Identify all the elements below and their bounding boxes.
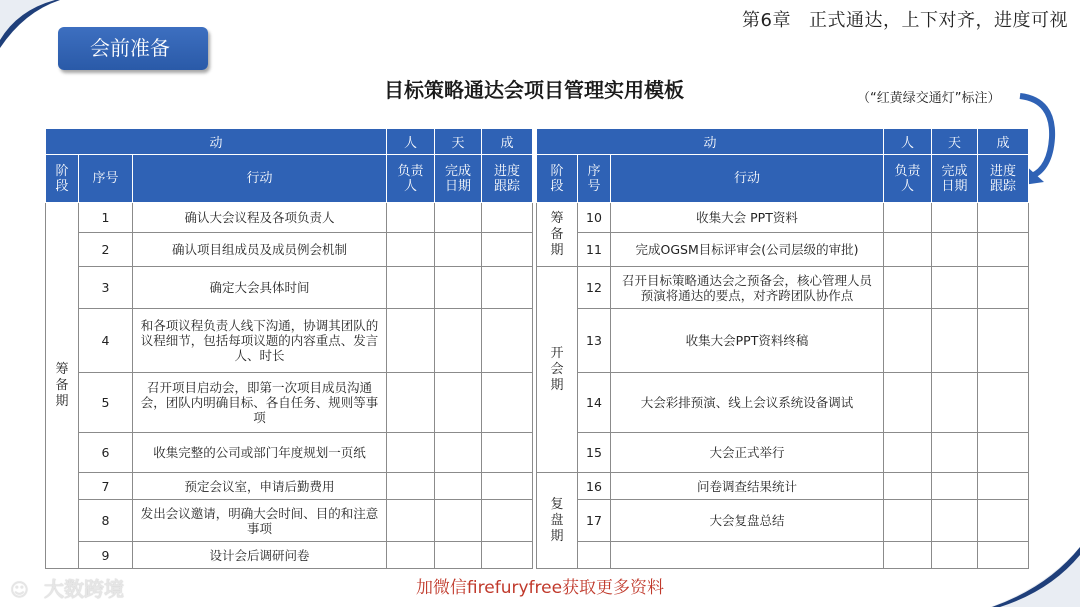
col-header-due: 完成日期 bbox=[435, 155, 482, 203]
col-header-stage: 阶段 bbox=[537, 155, 578, 203]
chapter-title: 正式通达，上下对齐，进度可视 bbox=[809, 10, 1068, 31]
row-action: 确认大会议程及各项负责人 bbox=[133, 203, 387, 233]
due-cell[interactable] bbox=[435, 373, 482, 433]
row-action: 收集完整的公司或部门年度规划一页纸 bbox=[133, 433, 387, 473]
owner-cell[interactable] bbox=[884, 542, 932, 569]
row-seq: 14 bbox=[578, 373, 611, 433]
track-cell[interactable] bbox=[482, 309, 533, 373]
chapter-number: 第6章 bbox=[742, 10, 791, 31]
row-action: 收集大会PPT资料终稿 bbox=[611, 309, 884, 373]
table-row bbox=[46, 473, 1029, 500]
col-header-action: 行动 bbox=[611, 155, 884, 203]
due-cell[interactable] bbox=[932, 542, 978, 569]
row-action: 确定大会具体时间 bbox=[133, 267, 387, 309]
track-cell[interactable] bbox=[978, 473, 1029, 500]
row-seq: 4 bbox=[79, 309, 133, 373]
due-cell[interactable] bbox=[435, 433, 482, 473]
owner-cell[interactable] bbox=[387, 267, 435, 309]
owner-cell[interactable] bbox=[884, 473, 932, 500]
col-header-seq: 序号 bbox=[578, 155, 611, 203]
stage-cell-right-meeting: 开会期 bbox=[537, 267, 578, 473]
track-cell[interactable] bbox=[482, 500, 533, 542]
row-action: 完成OGSM目标评审会(公司层级的审批) bbox=[611, 233, 884, 267]
row-seq: 9 bbox=[79, 542, 133, 569]
owner-cell[interactable] bbox=[387, 309, 435, 373]
due-cell[interactable] bbox=[435, 233, 482, 267]
owner-cell[interactable] bbox=[387, 500, 435, 542]
track-cell[interactable] bbox=[978, 500, 1029, 542]
row-seq: 7 bbox=[79, 473, 133, 500]
due-cell[interactable] bbox=[932, 233, 978, 267]
stage-cell-right-prep: 筹备期 bbox=[537, 203, 578, 267]
group-header-person-right: 人 bbox=[884, 129, 932, 155]
row-action: 设计会后调研问卷 bbox=[133, 542, 387, 569]
row-action: 大会彩排预演、线上会议系统设备调试 bbox=[611, 373, 884, 433]
row-seq: 17 bbox=[578, 500, 611, 542]
due-cell[interactable] bbox=[932, 267, 978, 309]
group-header-done-left: 成 bbox=[482, 129, 533, 155]
track-cell[interactable] bbox=[482, 542, 533, 569]
group-header-action-left: 动 bbox=[46, 129, 387, 155]
track-cell[interactable] bbox=[482, 373, 533, 433]
row-seq: 12 bbox=[578, 267, 611, 309]
track-cell[interactable] bbox=[978, 373, 1029, 433]
section-tag: 会前准备 bbox=[58, 27, 208, 70]
row-action: 和各项议程负责人线下沟通，协调其团队的议程细节，包括每项议题的内容重点、发言人、时长 bbox=[133, 309, 387, 373]
track-cell[interactable] bbox=[482, 473, 533, 500]
row-seq: 16 bbox=[578, 473, 611, 500]
track-cell[interactable] bbox=[978, 233, 1029, 267]
col-header-track: 进度跟踪 bbox=[482, 155, 533, 203]
row-action: 召开目标策略通达会之预备会，核心管理人员预演将通达的要点，对齐跨团队协作点 bbox=[611, 267, 884, 309]
owner-cell[interactable] bbox=[387, 433, 435, 473]
legend-note: （“红黄绿交通灯”标注） bbox=[857, 91, 1001, 106]
stage-cell-right-review: 复盘期 bbox=[537, 473, 578, 569]
track-cell[interactable] bbox=[978, 267, 1029, 309]
page-title: 目标策略通达会项目管理实用模板 bbox=[384, 78, 684, 102]
row-action: 预定会议室，申请后勤费用 bbox=[133, 473, 387, 500]
group-header-done-right: 成 bbox=[978, 129, 1029, 155]
row-action: 问卷调查结果统计 bbox=[611, 473, 884, 500]
row-action: 大会复盘总结 bbox=[611, 500, 884, 542]
due-cell[interactable] bbox=[435, 500, 482, 542]
row-action: 大会正式举行 bbox=[611, 433, 884, 473]
corner-decoration bbox=[0, 0, 60, 50]
group-header-day-right: 天 bbox=[932, 129, 978, 155]
stage-cell-left-prep: 筹备期 bbox=[46, 203, 79, 569]
chapter-heading bbox=[742, 6, 1068, 32]
owner-cell[interactable] bbox=[884, 203, 932, 233]
row-action: 收集大会 PPT资料 bbox=[611, 203, 884, 233]
due-cell[interactable] bbox=[932, 373, 978, 433]
owner-cell[interactable] bbox=[884, 309, 932, 373]
owner-cell[interactable] bbox=[884, 267, 932, 309]
row-seq: 10 bbox=[578, 203, 611, 233]
track-cell[interactable] bbox=[482, 203, 533, 233]
watermark-logo-icon: ☺ bbox=[10, 580, 29, 601]
group-header-day-left: 天 bbox=[435, 129, 482, 155]
col-header-track: 进度跟踪 bbox=[978, 155, 1029, 203]
row-seq: 13 bbox=[578, 309, 611, 373]
track-cell[interactable] bbox=[978, 542, 1029, 569]
owner-cell[interactable] bbox=[387, 203, 435, 233]
due-cell[interactable] bbox=[435, 473, 482, 500]
row-seq: 3 bbox=[79, 267, 133, 309]
track-cell[interactable] bbox=[482, 433, 533, 473]
due-cell[interactable] bbox=[435, 309, 482, 373]
row-seq bbox=[578, 542, 611, 569]
col-header-action: 行动 bbox=[133, 155, 387, 203]
group-header-person-left: 人 bbox=[387, 129, 435, 155]
due-cell[interactable] bbox=[932, 500, 978, 542]
project-table bbox=[45, 128, 1029, 569]
watermark: ☺ 大数跨境 bbox=[10, 577, 124, 601]
row-action bbox=[611, 542, 884, 569]
row-action: 召开项目启动会，即第一次项目成员沟通会，团队内明确目标、各自任务、规则等事项 bbox=[133, 373, 387, 433]
row-seq: 5 bbox=[79, 373, 133, 433]
due-cell[interactable] bbox=[932, 203, 978, 233]
col-header-due: 完成日期 bbox=[932, 155, 978, 203]
due-cell[interactable] bbox=[435, 542, 482, 569]
row-seq: 15 bbox=[578, 433, 611, 473]
row-seq: 2 bbox=[79, 233, 133, 267]
row-action: 发出会议邀请，明确大会时间、目的和注意事项 bbox=[133, 500, 387, 542]
owner-cell[interactable] bbox=[884, 233, 932, 267]
row-action: 确认项目组成员及成员例会机制 bbox=[133, 233, 387, 267]
table-row bbox=[46, 267, 1029, 309]
track-cell[interactable] bbox=[482, 233, 533, 267]
track-cell[interactable] bbox=[482, 267, 533, 309]
group-header-action-right: 动 bbox=[537, 129, 884, 155]
due-cell[interactable] bbox=[932, 433, 978, 473]
col-header-owner: 负责人 bbox=[387, 155, 435, 203]
track-cell[interactable] bbox=[978, 203, 1029, 233]
track-cell[interactable] bbox=[978, 433, 1029, 473]
row-seq: 11 bbox=[578, 233, 611, 267]
row-seq: 1 bbox=[79, 203, 133, 233]
due-cell[interactable] bbox=[932, 473, 978, 500]
due-cell[interactable] bbox=[435, 267, 482, 309]
row-seq: 8 bbox=[79, 500, 133, 542]
owner-cell[interactable] bbox=[884, 500, 932, 542]
owner-cell[interactable] bbox=[884, 373, 932, 433]
owner-cell[interactable] bbox=[387, 542, 435, 569]
owner-cell[interactable] bbox=[884, 433, 932, 473]
col-header-seq: 序号 bbox=[79, 155, 133, 203]
promo-text: 加微信firefuryfree获取更多资料 bbox=[415, 578, 665, 598]
row-seq: 6 bbox=[79, 433, 133, 473]
owner-cell[interactable] bbox=[387, 473, 435, 500]
table-row bbox=[46, 203, 1029, 233]
owner-cell[interactable] bbox=[387, 373, 435, 433]
col-header-stage: 阶段 bbox=[46, 155, 79, 203]
track-cell[interactable] bbox=[978, 309, 1029, 373]
owner-cell[interactable] bbox=[387, 233, 435, 267]
due-cell[interactable] bbox=[435, 203, 482, 233]
due-cell[interactable] bbox=[932, 309, 978, 373]
col-header-owner: 负责人 bbox=[884, 155, 932, 203]
